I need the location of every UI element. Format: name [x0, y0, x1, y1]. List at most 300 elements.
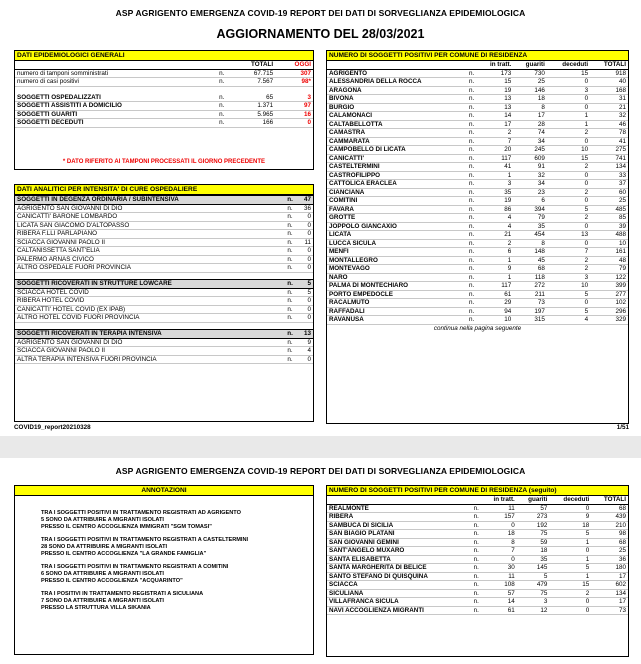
totali: 17 — [591, 598, 628, 607]
row-unit: n. — [285, 221, 295, 230]
guariti: 245 — [513, 146, 547, 155]
row-unit: n. — [467, 120, 477, 129]
row-label: SCIACCA HOTEL COVID — [15, 288, 285, 297]
comune-row — [327, 589, 628, 598]
annotation-line: TRA I SOGGETTI POSITIVI IN TRATTAMENTO REGISTRATI A COMITINI — [41, 564, 229, 570]
row-label: SCIACCA GIOVANNI PAOLO II — [15, 238, 285, 247]
row-unit: n. — [285, 305, 295, 314]
row-unit: n. — [285, 230, 295, 239]
row-value: 0 — [295, 314, 313, 323]
comune-name: SANTA ELISABETTA — [327, 555, 471, 564]
comune-name: PALMA DI MONTECHIARO — [327, 282, 467, 291]
column-header: deceduti — [547, 61, 590, 69]
row-unit: n. — [471, 513, 481, 522]
row-label: AGRIGENTO SAN GIOVANNI DI DIO — [15, 338, 285, 347]
totali: 134 — [590, 163, 628, 172]
row-unit: n. — [471, 589, 481, 598]
in-trattamento: 4 — [477, 214, 514, 223]
row-unit: n. — [471, 547, 481, 556]
comune-row — [327, 581, 628, 590]
in-trattamento: 30 — [481, 564, 517, 573]
in-trattamento: 117 — [477, 282, 514, 291]
guariti: 394 — [513, 205, 547, 214]
comune-name: BIVONA — [327, 95, 467, 104]
row-unit: n. — [467, 256, 477, 265]
row-unit: n. — [285, 288, 295, 297]
annotation-block — [15, 510, 313, 531]
deceduti: 2 — [547, 214, 590, 223]
hospital-row — [15, 347, 313, 356]
footer-page-number: 1/51 — [616, 424, 629, 431]
totali: 79 — [590, 265, 628, 274]
annotation-line: PRESSO IL CENTRO ACCOGLIENZA IMMIGRATI "SGM TOMASI" — [41, 524, 212, 530]
row-value: 36 — [295, 204, 313, 213]
deceduti: 0 — [549, 504, 591, 513]
row-unit: n. — [467, 316, 477, 325]
comune-row — [327, 120, 628, 129]
section-label: SOGGETTI IN DEGENZA ORDINARIA / SUBINTENSIVA — [15, 196, 285, 205]
deceduti: 4 — [547, 316, 590, 325]
section-unit: n. — [285, 330, 295, 339]
guariti: 18 — [517, 547, 550, 556]
totali: 17 — [591, 572, 628, 581]
deceduti: 0 — [547, 78, 590, 87]
row-unit: n. — [467, 154, 477, 163]
totali: 41 — [590, 137, 628, 146]
comune-row — [327, 606, 628, 615]
row-today: 98* — [275, 78, 313, 87]
totali: 78 — [590, 129, 628, 138]
guariti: 18 — [513, 95, 547, 104]
deceduti: 1 — [549, 572, 591, 581]
row-unit: n. — [217, 102, 227, 111]
guariti: 145 — [517, 564, 550, 573]
comune-row — [327, 86, 628, 95]
comuni2-box — [326, 485, 629, 657]
row-total: 1.371 — [227, 102, 275, 111]
row-value: 0 — [295, 297, 313, 306]
update-title: AGGIORNAMENTO DEL 28/03/2021 — [216, 27, 425, 41]
guariti: 146 — [513, 86, 547, 95]
comune-name: LICATA — [327, 231, 467, 240]
guariti: 8 — [513, 239, 547, 248]
in-trattamento: 108 — [481, 581, 517, 590]
column-header: deceduti — [549, 496, 591, 504]
comune-name: SAMBUCA DI SICILIA — [327, 521, 471, 530]
in-trattamento: 13 — [477, 95, 514, 104]
totali: 161 — [590, 248, 628, 257]
deceduti: 5 — [549, 530, 591, 539]
guariti: 32 — [513, 171, 547, 180]
general-data-table — [15, 61, 313, 128]
row-label: SCIACCA GIOVANNI PAOLO II — [15, 347, 285, 356]
annotation-block — [15, 564, 313, 585]
row-unit: n. — [471, 530, 481, 539]
guariti: 5 — [517, 572, 550, 581]
comune-row — [327, 282, 628, 291]
comune-row — [327, 205, 628, 214]
deceduti: 5 — [547, 307, 590, 316]
comune-name: SANTO STEFANO DI QUISQUINA — [327, 572, 471, 581]
row-label: RIBERA HOTEL COVID — [15, 297, 285, 306]
section-value: 5 — [295, 280, 313, 289]
general-row — [15, 94, 313, 102]
guariti: 8 — [513, 103, 547, 112]
totali: 68 — [591, 538, 628, 547]
in-trattamento: 11 — [481, 572, 517, 581]
row-value: 0 — [295, 305, 313, 314]
guariti: 17 — [513, 112, 547, 121]
deceduti: 0 — [549, 598, 591, 607]
row-label: numero di tamponi somministrati — [15, 69, 217, 78]
deceduti: 5 — [549, 564, 591, 573]
deceduti: 0 — [547, 180, 590, 189]
totali: 33 — [590, 171, 628, 180]
totali: 439 — [591, 513, 628, 522]
row-value: 4 — [295, 347, 313, 356]
totali: 85 — [590, 214, 628, 223]
general-data-title: DATI EPIDEMIOLOGICI GENERALI — [15, 51, 313, 61]
comune-name: MENFI — [327, 248, 467, 257]
comune-name: LUCCA SICULA — [327, 239, 467, 248]
comune-name: SICULIANA — [327, 589, 471, 598]
comune-name: FAVARA — [327, 205, 467, 214]
comune-row — [327, 273, 628, 282]
report-page-2 — [0, 458, 641, 664]
in-trattamento: 21 — [477, 231, 514, 240]
column-header-row — [327, 496, 628, 504]
in-trattamento: 19 — [477, 197, 514, 206]
comune-name: ALESSANDRIA DELLA ROCCA — [327, 78, 467, 87]
deceduti: 5 — [547, 290, 590, 299]
deceduti: 2 — [547, 265, 590, 274]
section-unit: n. — [285, 280, 295, 289]
deceduti: 10 — [547, 146, 590, 155]
in-trattamento: 19 — [477, 86, 514, 95]
totali: 918 — [590, 69, 628, 78]
in-trattamento: 11 — [481, 504, 517, 513]
in-trattamento: 8 — [481, 538, 517, 547]
in-trattamento: 35 — [477, 188, 514, 197]
row-unit: n. — [467, 180, 477, 189]
comune-name: SANTA MARGHERITA DI BELICE — [327, 564, 471, 573]
row-today: 97 — [275, 102, 313, 111]
totali: 296 — [590, 307, 628, 316]
hospital-row — [15, 338, 313, 347]
row-unit: n. — [471, 606, 481, 615]
guariti: 454 — [513, 231, 547, 240]
row-unit: n. — [471, 555, 481, 564]
section-value: 47 — [295, 196, 313, 205]
deceduti: 0 — [549, 606, 591, 615]
general-row — [15, 69, 313, 78]
in-trattamento: 2 — [477, 129, 514, 138]
comuni-box — [326, 50, 629, 424]
row-total: 7.567 — [227, 78, 275, 87]
comune-name: CALTABELLOTTA — [327, 120, 467, 129]
comune-name: VILLAFRANCA SICULA — [327, 598, 471, 607]
row-unit: n. — [285, 247, 295, 256]
hospital-box — [14, 184, 314, 422]
row-total: 65 — [227, 94, 275, 102]
annotation-line: PRESSO IL CENTRO ACCOGLIENZA "ACQUARINTO" — [41, 578, 183, 584]
row-label: ALTRA TERAPIA INTENSIVA FUORI PROVINCIA — [15, 355, 285, 364]
comune-row — [327, 290, 628, 299]
row-label: SOGGETTI GUARITI — [15, 110, 217, 119]
guariti: 315 — [513, 316, 547, 325]
deceduti: 9 — [549, 513, 591, 522]
totali: 25 — [590, 197, 628, 206]
comune-row — [327, 598, 628, 607]
deceduti: 0 — [547, 222, 590, 231]
comune-row — [327, 137, 628, 146]
comune-name: CASTELTERMINI — [327, 163, 467, 172]
row-label: RIBERA F.LLI PARLAPIANO — [15, 230, 285, 239]
row-label: CANICATTI' BARONE LOMBARDO — [15, 213, 285, 222]
in-trattamento: 13 — [477, 103, 514, 112]
row-label: PALERMO ARNAS CIVICO — [15, 255, 285, 264]
comuni-title: NUMERO DI SOGGETTI POSITIVI PER COMUNE DI RESIDENZA — [327, 51, 628, 61]
deceduti: 7 — [547, 248, 590, 257]
deceduti: 3 — [547, 86, 590, 95]
comune-name: RAVANUSA — [327, 316, 467, 325]
row-unit: n. — [467, 231, 477, 240]
guariti: 91 — [513, 163, 547, 172]
in-trattamento: 10 — [477, 316, 514, 325]
row-unit: n. — [467, 78, 477, 87]
general-row — [15, 102, 313, 111]
comune-name: AGRIGENTO — [327, 69, 467, 78]
row-unit: n. — [467, 112, 477, 121]
row-unit: n. — [467, 222, 477, 231]
spacer-row — [15, 322, 313, 330]
in-trattamento: 61 — [481, 606, 517, 615]
row-value: 0 — [295, 264, 313, 273]
guariti: 59 — [517, 538, 550, 547]
annotation-line: TRA I SOGGETTI POSITIVI IN TRATTAMENTO REGISTRATI A CASTELTERMINI — [41, 537, 249, 543]
comune-row — [327, 222, 628, 231]
in-trattamento: 57 — [481, 589, 517, 598]
comune-row — [327, 146, 628, 155]
comune-row — [327, 154, 628, 163]
row-unit: n. — [285, 255, 295, 264]
row-value: 0 — [295, 230, 313, 239]
guariti: 6 — [513, 197, 547, 206]
comune-name: CIANCIANA — [327, 188, 467, 197]
in-trattamento: 20 — [477, 146, 514, 155]
annotation-block — [15, 537, 313, 558]
row-label: LICATA SAN GIACOMO D'ALTOPASSO — [15, 221, 285, 230]
row-value: 0 — [295, 213, 313, 222]
in-trattamento: 1 — [477, 171, 514, 180]
comune-name: CAMMARATA — [327, 137, 467, 146]
annotation-line: 28 SONO DA ATTRIBUIRE A MIGRANTI ISOLATI — [41, 544, 168, 550]
deceduti: 2 — [547, 188, 590, 197]
comune-name: CATTOLICA ERACLEA — [327, 180, 467, 189]
row-unit: n. — [467, 307, 477, 316]
row-unit: n. — [471, 581, 481, 590]
totali: 21 — [590, 103, 628, 112]
row-unit: n. — [285, 347, 295, 356]
hospital-row — [15, 305, 313, 314]
comune-name: SAN BIAGIO PLATANI — [327, 530, 471, 539]
annotation-line: TRA I SOGGETTI POSITIVI IN TRATTAMENTO REGISTRATI AD AGRIGENTO — [41, 510, 241, 516]
row-unit: n. — [217, 119, 227, 128]
annotation-line: 6 SONO DA ATTRIBUIRE A MIGRANTI ISOLATI — [41, 571, 164, 577]
comune-name: RAFFADALI — [327, 307, 467, 316]
comune-name: CAMASTRA — [327, 129, 467, 138]
row-label: CANICATTI' HOTEL COVID (EX IPAB) — [15, 305, 285, 314]
guariti: 3 — [517, 598, 550, 607]
comune-row — [327, 521, 628, 530]
deceduti: 2 — [547, 163, 590, 172]
col-totali: TOTALI — [227, 61, 275, 69]
annotation-line: 7 SONO DA ATTRIBUIRE A MIGRANTI ISOLATI — [41, 598, 164, 604]
guariti: 609 — [513, 154, 547, 163]
guariti: 73 — [513, 299, 547, 308]
guariti: 74 — [513, 129, 547, 138]
comune-row — [327, 69, 628, 78]
deceduti: 3 — [547, 273, 590, 282]
comune-row — [327, 504, 628, 513]
totali: 46 — [590, 120, 628, 129]
row-total: 166 — [227, 119, 275, 128]
guariti: 118 — [513, 273, 547, 282]
deceduti: 5 — [547, 205, 590, 214]
row-label: AGRIGENTO SAN GIOVANNI DI DIO — [15, 204, 285, 213]
comuni2-table — [327, 496, 628, 615]
totali: 102 — [590, 299, 628, 308]
comune-row — [327, 171, 628, 180]
row-value: 9 — [295, 338, 313, 347]
guariti: 25 — [513, 78, 547, 87]
row-label: SOGGETTI ASSISTITI A DOMICILIO — [15, 102, 217, 111]
totali: 73 — [591, 606, 628, 615]
deceduti: 1 — [549, 555, 591, 564]
row-unit: n. — [467, 205, 477, 214]
totali: 60 — [590, 188, 628, 197]
guariti: 211 — [513, 290, 547, 299]
comune-name: CALAMONACI — [327, 112, 467, 121]
totali: 32 — [590, 112, 628, 121]
in-trattamento: 17 — [477, 120, 514, 129]
row-label: SOGGETTI DECEDUTI — [15, 119, 217, 128]
comune-row — [327, 214, 628, 223]
comuni-table — [327, 61, 628, 332]
comune-row — [327, 248, 628, 257]
comune-name: REALMONTE — [327, 504, 471, 513]
deceduti: 0 — [547, 103, 590, 112]
hospital-row — [15, 230, 313, 239]
hospital-row — [15, 213, 313, 222]
deceduti: 1 — [547, 120, 590, 129]
deceduti: 1 — [549, 538, 591, 547]
hospital-section-row — [15, 280, 313, 289]
row-unit: n. — [467, 137, 477, 146]
comune-name: MONTALLEGRO — [327, 256, 467, 265]
row-unit: n. — [467, 265, 477, 274]
guariti: 68 — [513, 265, 547, 274]
spacer-row — [15, 272, 313, 280]
comune-row — [327, 538, 628, 547]
row-unit: n. — [217, 69, 227, 78]
general-note: * DATO RIFERITO AI TAMPONI PROCESSATI IL GIORNO PRECEDENTE — [62, 159, 266, 165]
guariti: 35 — [517, 555, 550, 564]
deceduti: 15 — [547, 154, 590, 163]
row-unit: n. — [471, 504, 481, 513]
totali: 37 — [590, 180, 628, 189]
comune-name: JOPPOLO GIANCAXIO — [327, 222, 467, 231]
row-unit: n. — [467, 239, 477, 248]
row-label: ALTRO OSPEDALE FUORI PROVINCIA — [15, 264, 285, 273]
deceduti: 10 — [547, 282, 590, 291]
row-unit: n. — [467, 290, 477, 299]
report-header-2: ASP AGRIGENTO EMERGENZA COVID-19 REPORT DEI DATI DI SORVEGLIANZA EPIDEMIOLOGICA — [115, 466, 526, 476]
guariti: 75 — [517, 530, 550, 539]
comune-row — [327, 572, 628, 581]
guariti: 197 — [513, 307, 547, 316]
column-header: TOTALI — [591, 496, 628, 504]
row-today: 16 — [275, 110, 313, 119]
hospital-row — [15, 355, 313, 364]
in-trattamento: 6 — [477, 248, 514, 257]
annotation-line: PRESSO IL CENTRO ACCOGLIENZA "LA GRANDE FAMIGLIA" — [41, 551, 207, 557]
guariti: 57 — [517, 504, 550, 513]
comune-name: RIBERA — [327, 513, 471, 522]
hospital-row — [15, 264, 313, 273]
deceduti: 2 — [547, 129, 590, 138]
row-label: numero di casi positivi — [15, 78, 217, 87]
row-unit: n. — [285, 204, 295, 213]
comune-row — [327, 265, 628, 274]
comune-row — [327, 129, 628, 138]
column-header: in tratt. — [477, 61, 514, 69]
in-trattamento: 157 — [481, 513, 517, 522]
row-unit: n. — [467, 171, 477, 180]
in-trattamento: 15 — [477, 78, 514, 87]
guariti: 35 — [513, 222, 547, 231]
row-unit: n. — [467, 214, 477, 223]
comune-row — [327, 188, 628, 197]
column-header: in tratt. — [481, 496, 517, 504]
comune-row — [327, 256, 628, 265]
comune-row — [327, 78, 628, 87]
general-data-box — [14, 50, 314, 170]
hospital-row — [15, 247, 313, 256]
hospital-section-row — [15, 196, 313, 205]
row-value: 0 — [295, 255, 313, 264]
col-oggi: OGGI — [275, 61, 313, 69]
totali: 68 — [591, 504, 628, 513]
in-trattamento: 18 — [481, 530, 517, 539]
row-unit: n. — [285, 314, 295, 323]
hospital-row — [15, 255, 313, 264]
totali: 40 — [590, 78, 628, 87]
row-unit: n. — [471, 538, 481, 547]
deceduti: 15 — [549, 581, 591, 590]
comune-row — [327, 197, 628, 206]
in-trattamento: 29 — [477, 299, 514, 308]
hospital-row — [15, 221, 313, 230]
deceduti: 0 — [547, 299, 590, 308]
totali: 741 — [590, 154, 628, 163]
spacer-row — [15, 86, 313, 94]
totali: 31 — [590, 95, 628, 104]
deceduti: 2 — [549, 589, 591, 598]
annotation-block — [15, 591, 313, 612]
comune-name: SAN GIOVANNI GEMINI — [327, 538, 471, 547]
deceduti: 0 — [547, 137, 590, 146]
